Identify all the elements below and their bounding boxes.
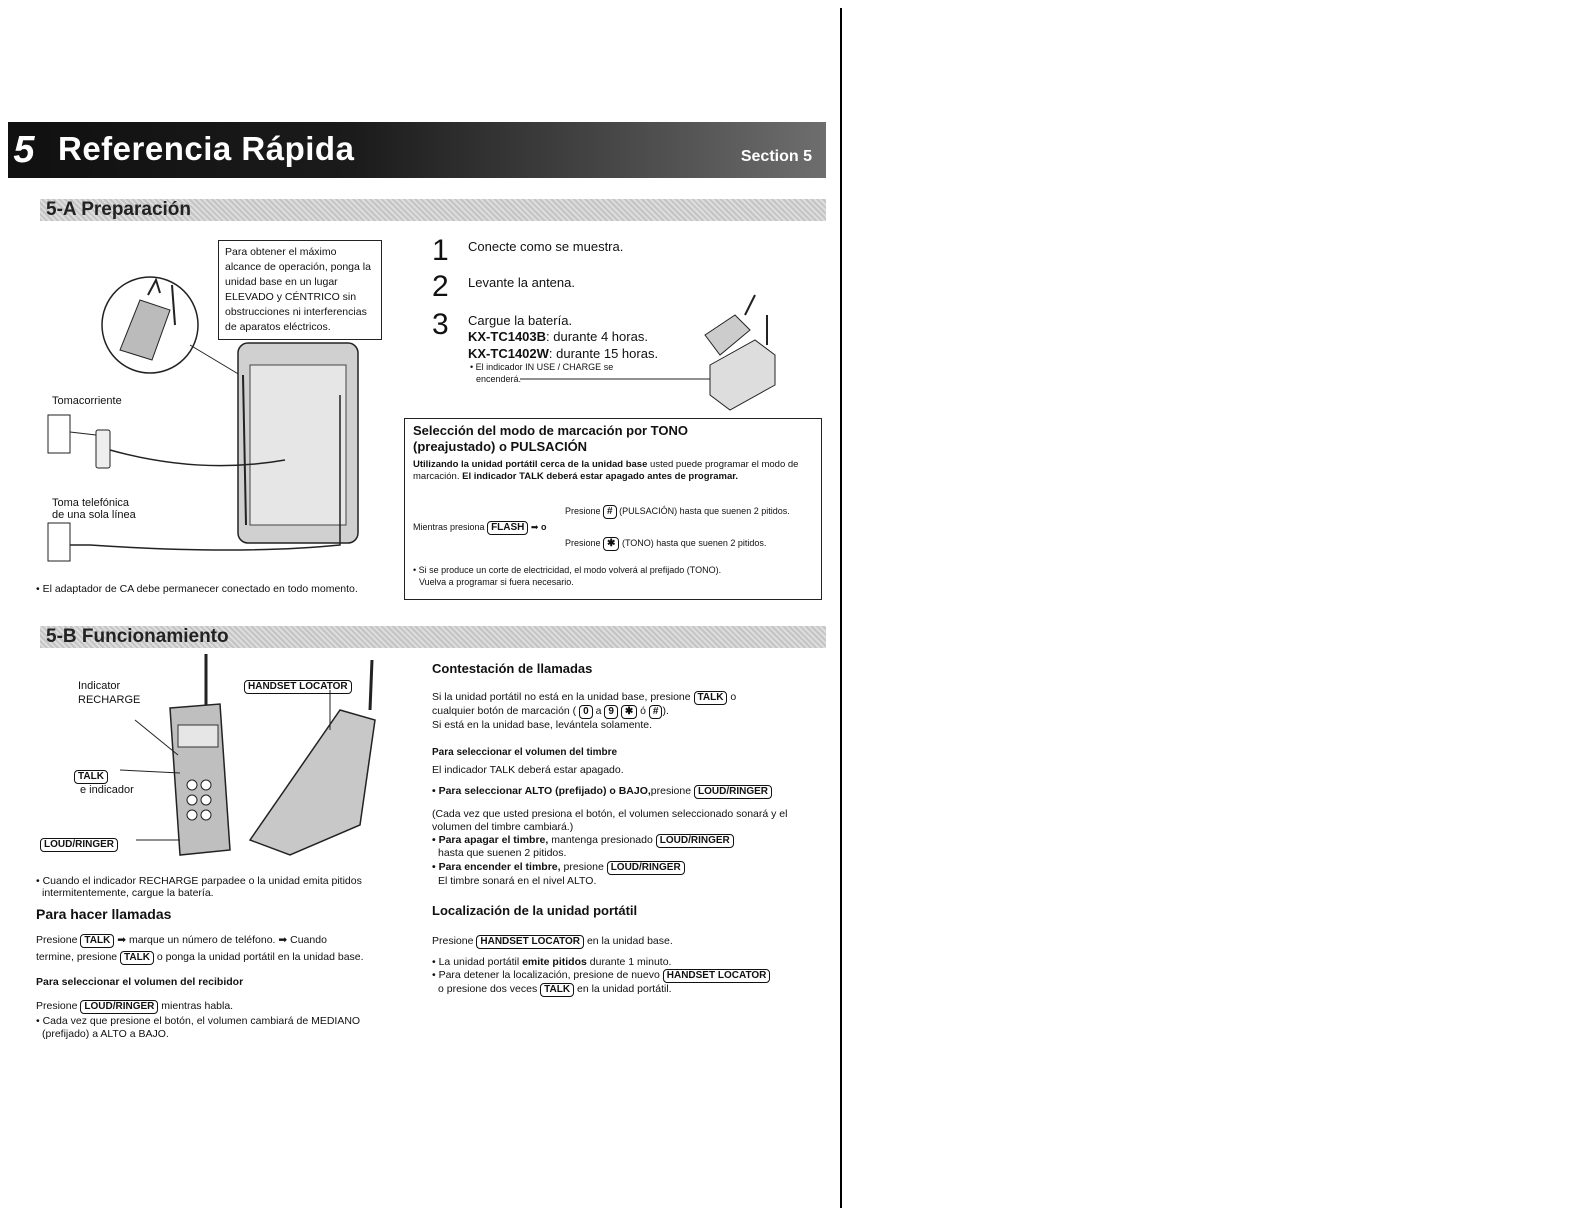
step-1-text: Conecte como se muestra. <box>468 239 624 254</box>
charge-note-line-1: • El indicador IN USE / CHARGE se <box>470 362 614 372</box>
dial-mode-box <box>404 418 822 600</box>
hash-key-2: # <box>649 705 663 719</box>
ac-adapter-footnote: • El adaptador de CA debe permanecer conectado en todo momento. <box>36 583 358 595</box>
charging-illustration <box>515 285 785 415</box>
arrow-right-icon: ➡ <box>530 522 539 532</box>
model-1402w: KX-TC1402W <box>468 346 549 361</box>
receiver-volume-title: Para seleccionar el volumen del recibidor <box>36 976 244 988</box>
press-star-line <box>565 537 766 551</box>
section-tab: 5 <box>8 122 40 178</box>
section-a-bar <box>40 199 826 221</box>
handset-locator-key-label <box>244 676 352 694</box>
talk-key-3: TALK <box>120 951 154 965</box>
loud-ringer-key-3: LOUD/RINGER <box>694 785 772 799</box>
answer-1a: Si la unidad portátil no está en la unidad base, presione <box>432 691 691 703</box>
ringer-line-2 <box>432 785 772 799</box>
dial-mode-title <box>413 423 713 455</box>
while-press-label: Mientras presiona <box>413 522 485 532</box>
key-9: 9 <box>604 705 618 719</box>
handset-locator-key-3: HANDSET LOCATOR <box>663 969 771 983</box>
recv-1a: Presione <box>36 1000 78 1012</box>
section-b-title: 5-B Funcionamiento <box>46 626 229 647</box>
dial-mode-title-line-1: Selección del modo de marcación por TONO <box>413 423 688 438</box>
key-0: 0 <box>579 705 593 719</box>
label-indicator: Indicator <box>78 680 121 692</box>
answer-2a: cualquier botón de marcación ( <box>432 705 577 717</box>
talk-key-2: TALK <box>80 934 114 948</box>
ringer-line-4: volumen del timbre cambiará.) <box>432 821 574 833</box>
star-key-2: ✱ <box>621 705 637 719</box>
talk-key-label <box>74 766 108 784</box>
header-bar <box>40 122 826 178</box>
calls-2b: o ponga la unidad portátil en la unidad base. <box>156 951 364 963</box>
ringer-2b: presione <box>650 785 692 797</box>
press-hash-label: Presione <box>565 506 601 516</box>
locate-2c: durante 1 minuto. <box>586 956 672 968</box>
receiver-line-3: (prefijado) a ALTO a BAJO. <box>42 1028 169 1040</box>
talk-key-4: TALK <box>694 691 728 705</box>
answer-line-2 <box>432 705 669 719</box>
ringer-line-5 <box>432 834 734 848</box>
arrow-right-icon: ➡ <box>117 934 127 946</box>
locate-4a: o presione dos veces <box>438 983 538 995</box>
loud-ringer-key: LOUD/RINGER <box>40 838 118 852</box>
handset-locator-key: HANDSET LOCATOR <box>244 680 352 694</box>
loud-ringer-key-4: LOUD/RINGER <box>656 834 734 848</box>
dial-mode-paragraph <box>413 459 813 483</box>
calls-line-2 <box>36 951 364 965</box>
locate-line-1 <box>432 935 673 949</box>
press-hash-rest: (PULSACIÓN) hasta que suenen 2 pitidos. <box>619 506 790 516</box>
label-phone-jack-1: Toma telefónica <box>52 497 130 509</box>
power-fail-note-2: Vuelva a programar si fuera necesario. <box>419 577 574 587</box>
ringer-line-8: El timbre sonará en el nivel ALTO. <box>438 875 597 887</box>
locate-line-2 <box>432 956 671 969</box>
calls-2a: termine, presione <box>36 951 118 963</box>
loud-ringer-key-5: LOUD/RINGER <box>607 861 685 875</box>
ringer-volume-title: Para seleccionar el volumen del timbre <box>432 747 618 758</box>
calls-1c: Cuando <box>290 934 327 946</box>
locate-title: Localización de la unidad portátil <box>432 903 638 918</box>
flash-key: FLASH <box>487 521 528 535</box>
press-hash-line <box>565 505 790 519</box>
locate-4b: en la unidad portátil. <box>577 983 672 995</box>
handset-locator-key-2: HANDSET LOCATOR <box>476 935 584 949</box>
step-3-text: Cargue la batería. <box>468 313 573 328</box>
step-1-number: 1 <box>432 234 449 267</box>
ringer-line-3: (Cada vez que usted presiona el botón, el volumen seleccionado sonará y el <box>432 808 788 820</box>
ringer-5b: mantenga presionado <box>551 834 653 846</box>
calls-1b: marque un número de teléfono. <box>128 934 276 946</box>
ringer-7b: presione <box>563 861 604 873</box>
receiver-line-1 <box>36 1000 233 1014</box>
or-label: o <box>540 522 547 532</box>
model-1402w-time: : durante 15 horas. <box>548 346 659 361</box>
while-press-line <box>413 521 546 535</box>
label-outlet: Tomacorriente <box>52 395 122 407</box>
page-title: Referencia Rápida <box>58 130 355 167</box>
model-1403b: KX-TC1403B <box>468 329 547 344</box>
dial-mode-p1-bold: Utilizando la unidad portátil cerca de la unidad base <box>413 459 648 470</box>
press-star-rest: (TONO) hasta que suenen 2 pitidos. <box>621 538 767 548</box>
arrow-right-icon: ➡ <box>278 934 288 946</box>
ringer-7a: • Para encender el timbre, <box>432 861 561 873</box>
ringer-2a: • Para seleccionar ALTO (prefijado) o BAJO, <box>432 785 651 797</box>
model-1403b-time: : durante 4 horas. <box>546 329 648 344</box>
label-phone-jack-2: de una sola línea <box>52 509 136 521</box>
dial-mode-title-line-2: (preajustado) o PULSACIÓN <box>413 439 588 454</box>
ringer-5a: • Para apagar el timbre, <box>432 834 549 846</box>
page-divider <box>840 8 842 1208</box>
answer-2d: ). <box>662 705 669 717</box>
answer-line-3: Si está en la unidad base, levántela solamente. <box>432 719 653 731</box>
charge-note-line-2: encenderá. <box>476 374 522 384</box>
section-a-title: 5-A Preparación <box>46 199 192 220</box>
star-key: ✱ <box>603 537 619 551</box>
locate-1b: en la unidad base. <box>586 935 673 947</box>
locate-line-4 <box>438 983 672 997</box>
ringer-line-1: El indicador TALK deberá estar apagado. <box>432 764 624 776</box>
section-label: Section 5 <box>740 148 812 165</box>
recharge-note-2: intermitentemente, cargue la batería. <box>42 887 214 899</box>
placement-note: Para obtener el máximo alcance de operación, ponga la unidad base en un lugar ELEVADO y CÉNTRICO sin obstrucciones ni interferencias de aparatos eléctricos. <box>218 240 382 340</box>
ringer-line-6: hasta que suenen 2 pitidos. <box>438 847 567 859</box>
locate-1a: Presione <box>432 935 474 947</box>
answer-1b: o <box>730 691 737 703</box>
locate-3a: • Para detener la localización, presione de nuevo <box>432 969 660 981</box>
section-b-bar <box>40 626 826 648</box>
label-e-indicador: e indicador <box>80 784 134 796</box>
power-fail-note-1: • Si se produce un corte de electricidad, el modo volverá al prefijado (TONO). <box>413 565 722 575</box>
press-star-label: Presione <box>565 538 601 548</box>
locate-2a: • La unidad portátil <box>432 956 523 968</box>
locate-line-3 <box>432 969 770 983</box>
answer-2c: ó <box>640 705 646 717</box>
loud-ringer-key-label <box>40 834 118 852</box>
recv-1b: mientras habla. <box>161 1000 234 1012</box>
dial-mode-p1-rest: usted puede programar el modo de marcación. <box>413 459 799 482</box>
ringer-line-7 <box>432 861 685 875</box>
dial-mode-p1-bold2: El indicador TALK deberá estar apagado antes de programar. <box>459 471 739 482</box>
calls-title: Para hacer llamadas <box>36 906 172 922</box>
hash-key: # <box>603 505 617 519</box>
calls-line-1 <box>36 934 327 948</box>
answer-line-1 <box>432 691 736 705</box>
answer-2b: a <box>595 705 602 717</box>
answer-title: Contestación de llamadas <box>432 661 593 676</box>
talk-key: TALK <box>74 770 108 784</box>
loud-ringer-key-2: LOUD/RINGER <box>80 1000 158 1014</box>
step-3-number: 3 <box>432 308 449 341</box>
calls-1a: Presione <box>36 934 78 946</box>
label-recharge: RECHARGE <box>78 694 141 706</box>
step-2-number: 2 <box>432 270 449 303</box>
talk-key-5: TALK <box>540 983 574 997</box>
receiver-line-2: • Cada vez que presione el botón, el volumen cambiará de MEDIANO <box>36 1015 361 1027</box>
locate-2b: emite pitidos <box>522 956 587 968</box>
step-2-text: Levante la antena. <box>468 275 575 290</box>
recharge-note-1: • Cuando el indicador RECHARGE parpadee o la unidad emita pitidos <box>36 875 362 887</box>
